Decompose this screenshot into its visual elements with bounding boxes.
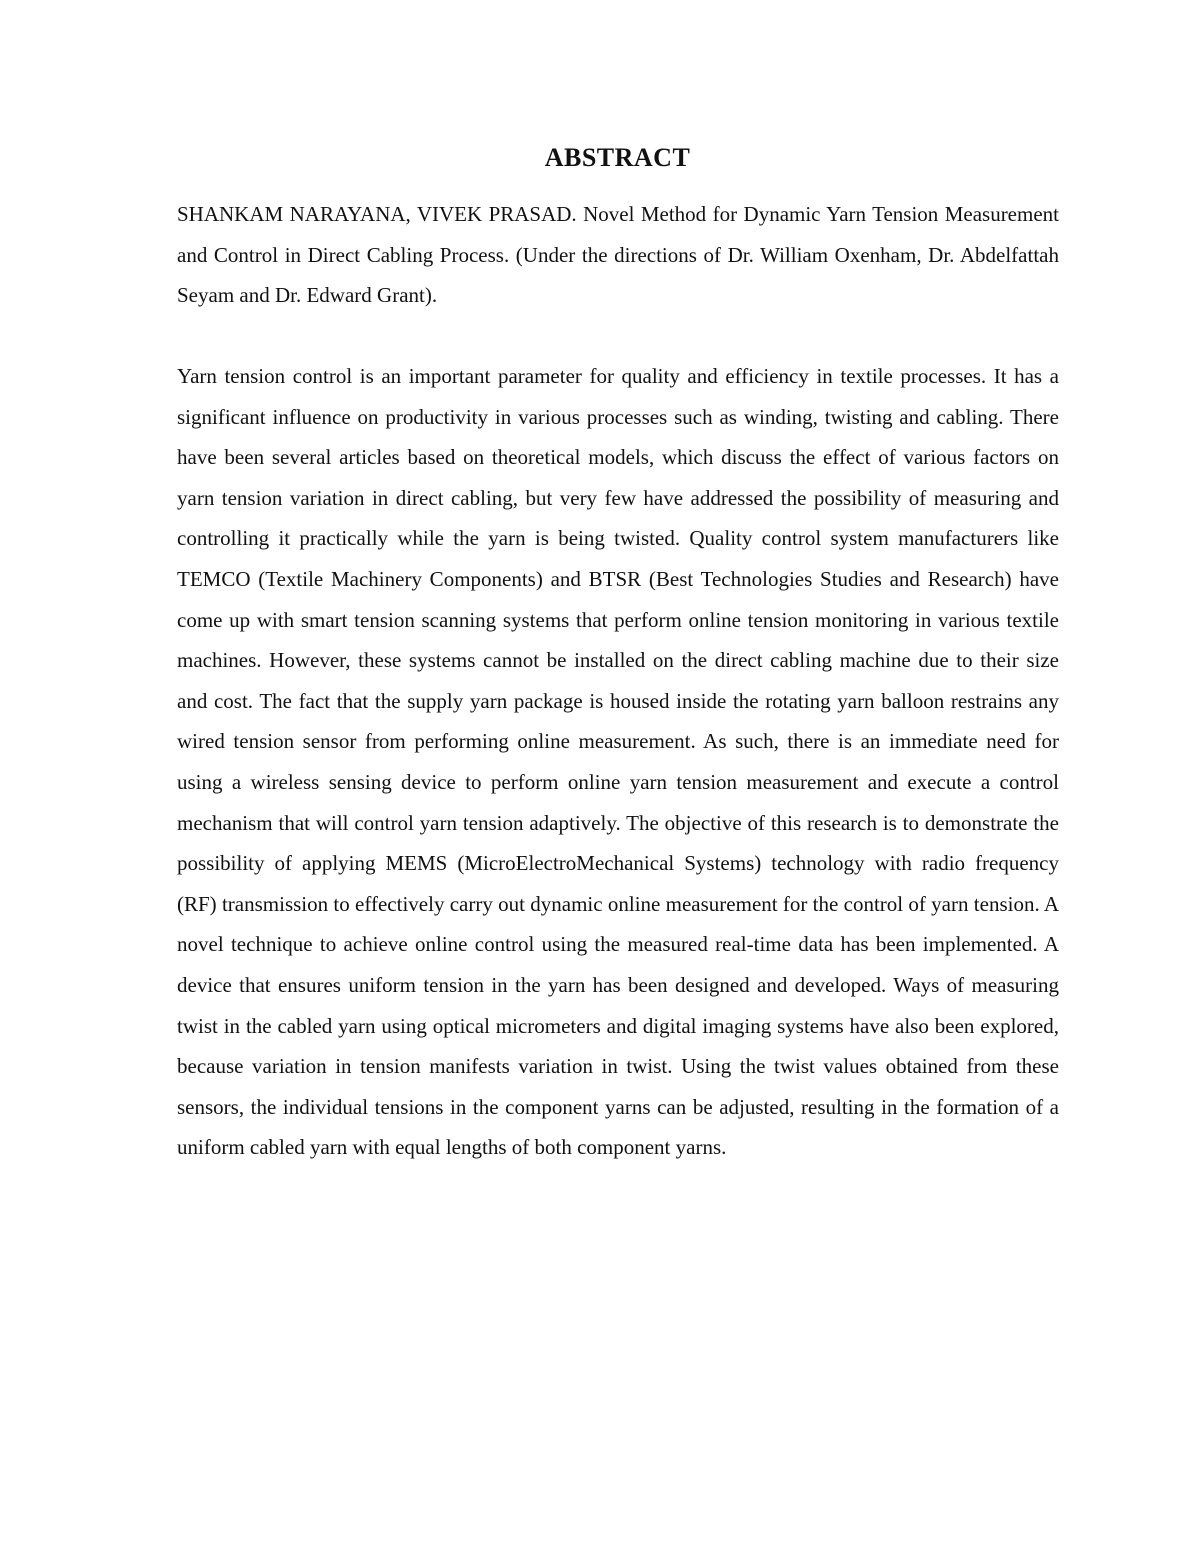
abstract-body-paragraph: Yarn tension control is an important parameter for quality and efficiency in textile processes. It has a significant influence on productivity in various processes such as winding, twisting and cabling. There have been several articles based on theoretical models, which discuss the effect of various factors on yarn tension variation in direct cabling, but very few have addressed the possibility of measuring and controlling it practically while the yarn is being twisted. Quality control system manufacturers like TEMCO (Textile Machinery Components) and BTSR (Best Technologies Studies and Research) have come up with smart tension scanning systems that perform online tension monitoring in various textile machines. However, these systems cannot be installed on the direct cabling machine due to their size and cost. The fact that the supply yarn package is housed inside the rotating yarn balloon restrains any wired tension sensor from performing online measurement. As such, there is an immediate need for using a wireless sensing device to perform online yarn tension measurement and execute a control mechanism that will control yarn tension adaptively. The objective of this research is to demonstrate the possibility of applying MEMS (MicroElectroMechanical Systems) technology with radio frequency (RF) transmission to effectively carry out dynamic online measurement for the control of yarn tension. A novel technique to achieve online control using the measured real-time data has been implemented. A device that ensures uniform tension in the yarn has been designed and developed. Ways of measuring twist in the cabled yarn using optical micrometers and digital imaging systems have also been explored, because variation in tension manifests variation in twist. Using the twist values obtained from these sensors, the individual tensions in the component yarns can be adjusted, resulting in the formation of a uniform cabled yarn with equal lengths of both component yarns. [177, 364, 1059, 1160]
abstract-heading: ABSTRACT [544, 143, 691, 172]
citation-paragraph: SHANKAM NARAYANA, VIVEK PRASAD. Novel Method for Dynamic Yarn Tension Measurement and Control in Direct Cabling Process. (Under the directions of Dr. William Oxenham, Dr. Abdelfattah Seyam and Dr. Edward Grant). [177, 202, 1059, 308]
